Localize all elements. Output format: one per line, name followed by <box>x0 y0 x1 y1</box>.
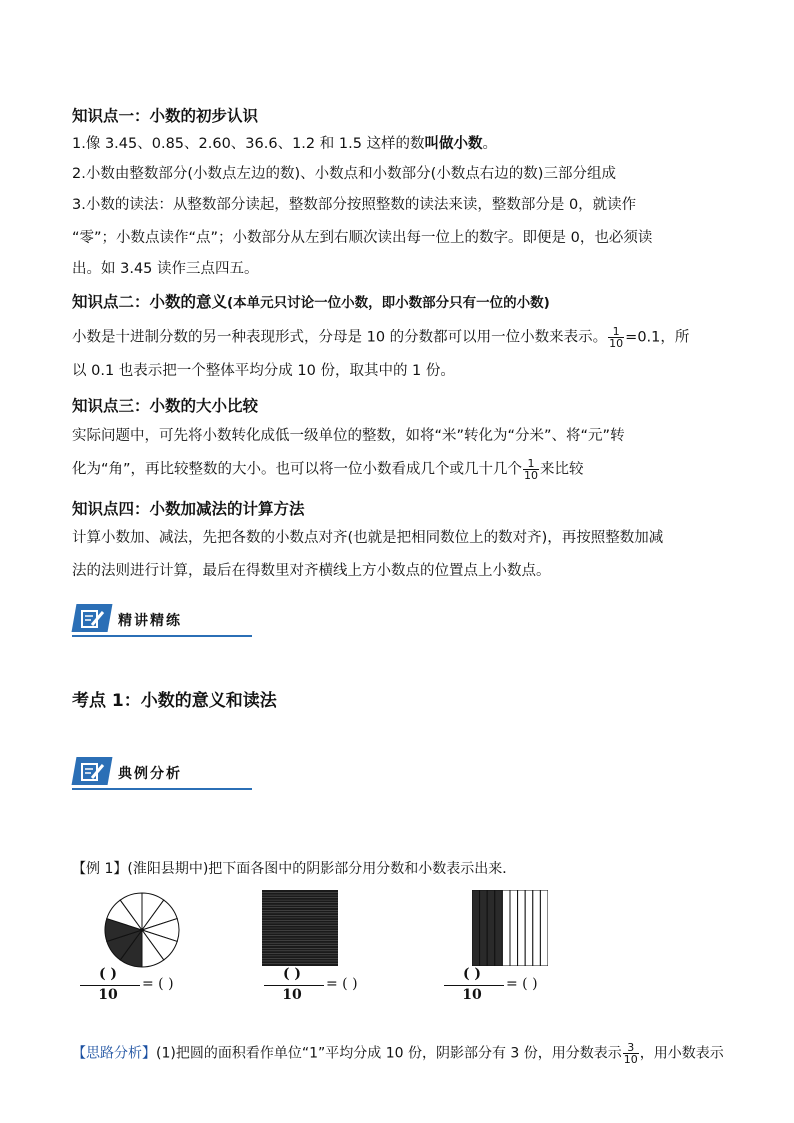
kp3-line1: 实际问题中，可先将小数转化成低一级单位的整数，如将“米”转化为“分米”、将“元”转 <box>72 428 625 444</box>
kp2-line1-text: 小数是十进制分数的另一种表现形式，分母是 10 的分数都可以用一位小数来表示。 <box>72 329 608 346</box>
fraction-numerator: 1 <box>612 325 620 338</box>
answer-decimal: = ( ) <box>326 976 358 992</box>
strip <box>518 890 526 966</box>
kp2-title-note: (本单元只讨论一位小数，即小数部分只有一位的小数) <box>227 295 550 311</box>
kp1-line1-end: 。 <box>482 136 498 152</box>
banner-title: 典例分析 <box>118 766 182 782</box>
kp1-line3: 3.小数的读法：从整数部分读起，整数部分按照整数的读法来读，整数部分是 0，就读作 <box>72 197 637 213</box>
answer-denominator: 10 <box>282 987 302 1003</box>
square-figure <box>262 890 338 966</box>
strips-figure <box>472 890 548 966</box>
analysis-text: (1)把圆的面积看作单位“1”平均分成 10 份，阴影部分有 3 份，用分数表示 <box>156 1045 622 1062</box>
strip <box>540 890 548 966</box>
fraction-numerator: 3 <box>627 1041 635 1054</box>
fraction-bar <box>264 985 324 986</box>
analysis-tail: ，用小数表示 <box>639 1045 724 1062</box>
answer-denominator: 10 <box>98 987 118 1003</box>
pie-figure <box>102 890 182 970</box>
section-banner-practice <box>72 602 252 638</box>
kp4-title: 知识点四：小数加减法的计算方法 <box>72 500 305 518</box>
kp3-line2 <box>72 458 584 481</box>
kp3-line2-end: 来比较 <box>540 461 584 478</box>
fraction-denominator: 10 <box>609 337 624 350</box>
answer-numerator: ( ) <box>282 966 302 982</box>
kp2-line1 <box>72 326 689 349</box>
kp2-line1-end: =0.1，所 <box>625 329 690 346</box>
banner-underline <box>72 635 252 637</box>
strip-shaded <box>472 890 480 966</box>
kp1-line1-text: 1.像 3.45、0.85、2.60、36.6、1.2 和 1.5 这样的数 <box>72 136 425 152</box>
kp1-title: 知识点一：小数的初步认识 <box>72 107 259 125</box>
strip-shaded <box>480 890 488 966</box>
section-banner-examples <box>72 755 252 791</box>
example-prefix: 【例 1】 <box>72 861 128 877</box>
kp1-line1 <box>72 134 497 154</box>
analysis-fraction <box>623 1042 639 1065</box>
kp2-title <box>72 290 550 312</box>
answer-denominator: 10 <box>462 987 482 1003</box>
kaodian-title: 考点 1：小数的意义和读法 <box>72 691 277 711</box>
analysis-label: 【思路分析】 <box>72 1045 156 1062</box>
answer-decimal: = ( ) <box>506 976 538 992</box>
kp3-fraction <box>523 458 539 481</box>
strip <box>502 890 510 966</box>
answer-numerator: ( ) <box>98 966 118 982</box>
kp3-title: 知识点三：小数的大小比较 <box>72 397 259 415</box>
fraction-bar <box>80 985 140 986</box>
strip <box>533 890 541 966</box>
strip <box>510 890 518 966</box>
kp4-line2: 法的法则进行计算，最后在得数里对齐横线上方小数点的位置点上小数点。 <box>72 563 551 579</box>
kp2-title-main: 知识点二：小数的意义 <box>72 293 228 311</box>
answer-decimal: = ( ) <box>142 976 174 992</box>
example-1 <box>72 859 516 879</box>
pencil-note-icon <box>80 608 106 630</box>
analysis-line <box>72 1042 724 1065</box>
kp1-line4: “零”；小数点读作“点”；小数部分从左到右顺次读出每一位上的数字。即便是 0，也必须读 <box>72 230 653 246</box>
kp2-fraction <box>608 326 624 349</box>
answer-numerator: ( ) <box>462 966 482 982</box>
fraction-denominator: 10 <box>623 1053 638 1066</box>
kp1-line2: 2.小数由整数部分(小数点左边的数)、小数点和小数部分(小数点右边的数)三部分组成 <box>72 166 616 182</box>
banner-underline <box>72 788 252 790</box>
strip-shaded <box>495 890 503 966</box>
strip <box>525 890 533 966</box>
example-text: (淮阳县期中)把下面各图中的阴影部分用分数和小数表示出来． <box>127 861 517 877</box>
kp1-line1-bold: 叫做小数 <box>424 136 483 152</box>
strip-shaded <box>487 890 495 966</box>
fraction-bar <box>444 985 504 986</box>
fraction-numerator: 1 <box>527 457 535 470</box>
kp1-line5: 出。如 3.45 读作三点四五。 <box>72 261 259 277</box>
banner-title: 精讲精练 <box>118 613 182 629</box>
pencil-note-icon <box>80 761 106 783</box>
kp3-line2-text: 化为“角”，再比较整数的大小。也可以将一位小数看成几个或几十几个 <box>72 461 523 478</box>
kp2-line2: 以 0.1 也表示把一个整体平均分成 10 份，取其中的 1 份。 <box>72 363 455 379</box>
fraction-denominator: 10 <box>524 469 539 482</box>
kp4-line1: 计算小数加、减法，先把各数的小数点对齐(也就是把相同数位上的数对齐)，再按照整数加减 <box>72 530 664 546</box>
